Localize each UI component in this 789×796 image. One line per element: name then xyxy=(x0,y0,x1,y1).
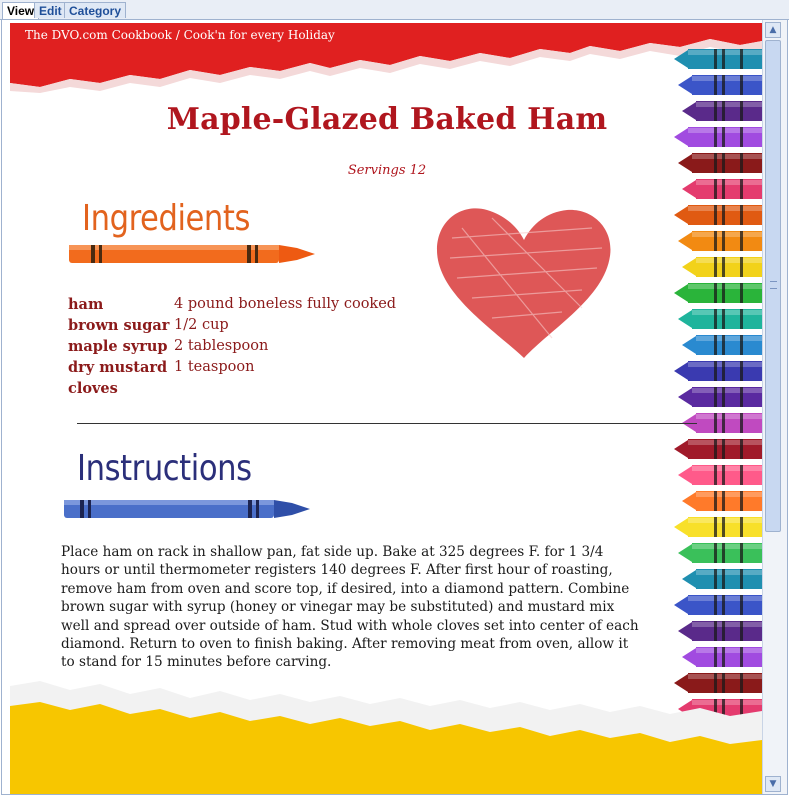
servings-label: Servings 12 xyxy=(347,163,427,178)
tab-bar xyxy=(0,0,789,20)
cookbook-header: The DVO.com Cookbook / Cook'n for every Holiday xyxy=(25,28,335,42)
orange-crayon-icon xyxy=(67,241,317,267)
ingredient-name: ham xyxy=(68,296,104,313)
ingredient-quantity: 1 teaspoon xyxy=(174,359,255,375)
heart-icon xyxy=(432,198,617,363)
instruction-line: to stand for 15 minutes before carving. xyxy=(61,654,332,671)
ingredient-name: maple syrup xyxy=(68,338,168,355)
instruction-line: diamond. Return to oven to finish baking. After removing meat from oven, allow it xyxy=(61,636,629,653)
vertical-scrollbar[interactable] xyxy=(762,20,787,795)
ingredient-name: dry mustard xyxy=(68,359,168,376)
ingredient-row xyxy=(68,294,396,315)
recipe-page xyxy=(2,20,762,795)
ingredient-quantity: 4 pound boneless fully cooked xyxy=(174,296,397,312)
ingredient-row xyxy=(68,315,396,336)
instructions-text xyxy=(61,543,661,672)
ingredient-quantity: 2 tablespoon xyxy=(174,338,269,354)
tab-edit[interactable]: Edit xyxy=(34,2,67,18)
chevron-up-icon[interactable]: ▲ xyxy=(765,22,781,38)
ingredient-quantity: 1/2 cup xyxy=(174,317,229,333)
blue-crayon-icon xyxy=(62,496,312,522)
instruction-line: brown sugar with syrup (honey or vinegar may be substituted) and mustard mix xyxy=(61,599,615,616)
chevron-down-icon[interactable]: ▼ xyxy=(765,776,781,792)
ingredient-row xyxy=(68,357,396,378)
ingredients-heading: Ingredients xyxy=(82,198,250,239)
ingredient-row xyxy=(68,336,396,357)
scrollbar-grip xyxy=(770,281,777,289)
ingredient-name: cloves xyxy=(68,380,118,397)
section-divider xyxy=(77,423,697,424)
bottom-torn-yellow-banner xyxy=(10,676,762,794)
instructions-heading: Instructions xyxy=(77,448,252,489)
scrollbar-thumb[interactable] xyxy=(765,40,781,532)
instruction-line: Place ham on rack in shallow pan, fat side up. Bake at 325 degrees F. for 1 3/4 xyxy=(61,544,604,560)
tab-view[interactable]: View xyxy=(2,2,39,20)
recipe-frame xyxy=(1,19,788,795)
instruction-line: remove ham from oven and score top, if desired, into a diamond pattern. Combine xyxy=(61,580,630,597)
instruction-line: hours or until thermometer registers 140 degrees F. After first hour of roasting, xyxy=(61,562,613,579)
instruction-line: well and spread over outside of ham. Stud with whole cloves set into center of each xyxy=(61,617,639,634)
recipe-title: Maple-Glazed Baked Ham xyxy=(166,102,608,137)
ingredient-name: brown sugar xyxy=(68,317,170,334)
tab-category[interactable]: Category xyxy=(64,2,126,18)
ingredient-row xyxy=(68,378,396,399)
ingredient-list xyxy=(68,294,396,399)
